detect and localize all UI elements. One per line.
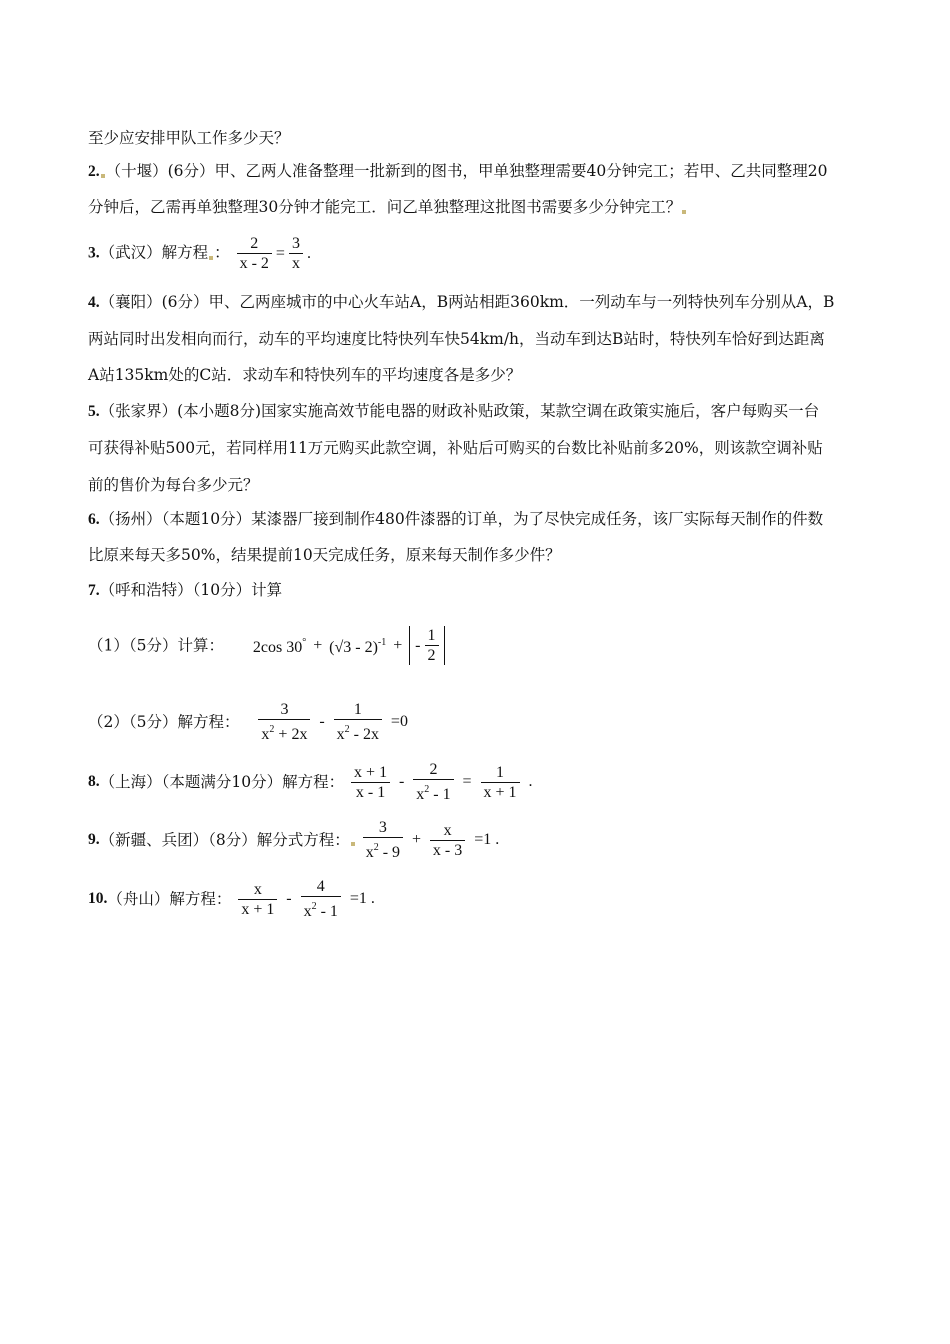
text: 可获得补贴500元，若同样用11万元购买此款空调，补贴后可购买的台数比补贴前多20%，则该款空调补贴: [88, 439, 823, 457]
fraction: $\frac{3}{x^2 + 2x}$: [258, 700, 310, 744]
problem-number: 2.: [88, 163, 100, 180]
fraction: $\frac{1}{x + 1}$: [481, 763, 520, 802]
operator: -: [399, 773, 405, 790]
absolute-value: - $\frac{1}{2}$: [409, 626, 444, 665]
fraction: $\frac{3}{x^2 - 9}$: [363, 818, 403, 862]
text: A站135km处的C站．求动车和特快列车的平均速度各是多少？: [88, 366, 522, 384]
problem-number: 4.: [88, 294, 100, 311]
problem-8: 8.（上海）（本题满分10分）解方程： $\frac{x + 1}{x - 1}$ - $\frac{2}{x^2 - 1}$ = $\frac{1}{x + 1}$ .: [88, 761, 533, 803]
text: （十堰）(6分）甲、乙两人准备整理一批新到的图书，甲单独整理需要40分钟完工；若甲、乙共同整理20: [105, 162, 828, 180]
problem-7-part-2: [88, 700, 410, 744]
problem-number: 10.: [88, 890, 108, 907]
marker-dot: [682, 210, 686, 214]
text: （呼和浩特）（10分）计算: [99, 581, 283, 599]
text: （扬州）（本题10分）某漆器厂接到制作480件漆器的订单，为了尽快完成任务，该厂实际每天制作的件数: [99, 510, 824, 528]
formula-root: (√3 - 2)$^{-1}$: [329, 637, 387, 656]
problem-7-part-1: [88, 626, 445, 665]
operator: =: [275, 244, 285, 262]
fraction: $\frac{x}{x - 3}$: [430, 821, 465, 860]
operator: =0: [390, 713, 408, 730]
operator: =1: [474, 831, 492, 848]
fraction: $\frac{2}{x^2 - 1}$: [413, 760, 453, 804]
problem-7: [88, 580, 282, 601]
problem-number: 6.: [88, 511, 100, 528]
problem-5-line-1: [88, 401, 819, 422]
operator: -: [319, 713, 325, 730]
text: （上海）（本题满分10分）解方程：: [99, 773, 345, 791]
problem-6-line-1: [88, 509, 823, 530]
text: 分钟后，乙需再单独整理30分钟才能完工．问乙单独整理这批图书需要多少分钟完工？: [88, 198, 682, 216]
fraction: $\frac{x}{x + 1}$: [238, 880, 277, 919]
marker-dot: [101, 174, 105, 178]
problem-2-line-2: [88, 197, 687, 217]
problem-number: 8.: [88, 773, 100, 790]
operator: -: [286, 890, 292, 907]
text: （武汉）解方程: [99, 243, 209, 262]
problem-5-line-3: [88, 475, 259, 495]
text: （新疆、兵团）（8分）解分式方程：: [99, 831, 350, 849]
problem-2-line-1: [88, 161, 827, 182]
text: 至少应安排甲队工作多少天？: [88, 129, 290, 147]
operator: +: [393, 636, 403, 654]
text: （张家界）(本小题8分)国家实施高效节能电器的财政补贴政策，某款空调在政策实施后，客户每购买一台: [99, 402, 820, 420]
operator: =1: [349, 890, 367, 907]
problem-4-line-1: [88, 292, 834, 313]
problem-number: 5.: [88, 403, 100, 420]
formula-cos: 2cos 30°: [252, 637, 307, 656]
operator: =: [462, 773, 472, 790]
operator: +: [411, 831, 421, 848]
line-continuation: [88, 128, 290, 148]
text: （1）（5分）计算：: [88, 636, 224, 655]
text: 两站同时出发相向而行，动车的平均速度比特快列车快54km/h，当动车到达B站时，特快列车恰好到达距离: [88, 330, 825, 348]
marker-dot: [209, 256, 213, 260]
fraction: $\frac{1}{x^2 - 2x}$: [334, 700, 382, 744]
text: （2）（5分）解方程：: [88, 713, 240, 731]
problem-10: 10.（舟山）解方程： $\frac{x}{x + 1}$ - $\frac{4}{x^2 - 1}$ =1 .: [88, 878, 375, 920]
marker-dot: [351, 842, 355, 846]
text: 前的售价为每台多少元？: [88, 476, 259, 494]
problem-number: 9.: [88, 831, 100, 848]
text: （襄阳）(6分）甲、乙两座城市的中心火车站A，B两站相距360km．一列动车与一列特快列车分别从A，B: [99, 293, 835, 311]
problem-number: 3.: [88, 244, 100, 262]
text: （舟山）解方程：: [107, 890, 232, 908]
fraction: $\frac{4}{x^2 - 1}$: [301, 877, 341, 921]
fraction: $\frac{2}{x - 2}$: [237, 234, 272, 273]
problem-4-line-2: [88, 329, 825, 349]
problem-3: 3.（武汉）解方程 ： $\frac{2}{x - 2}$ = $\frac{3}{x}$ .: [88, 235, 311, 272]
fraction: $\frac{x + 1}{x - 1}$: [351, 763, 390, 802]
operator: +: [313, 636, 323, 654]
problem-4-line-3: [88, 365, 521, 385]
fraction: $\frac{3}{x}$: [289, 234, 303, 273]
problem-6-line-2: [88, 545, 561, 565]
text: 比原来每天多50%，结果提前10天完成任务，原来每天制作多少件？: [88, 546, 561, 564]
problem-9: 9.（新疆、兵团）（8分）解分式方程： $\frac{3}{x^2 - 9}$ + $\frac{x}{x - 3}$ =1 .: [88, 819, 500, 861]
problem-number: 7.: [88, 582, 100, 599]
problem-5-line-2: [88, 438, 823, 458]
